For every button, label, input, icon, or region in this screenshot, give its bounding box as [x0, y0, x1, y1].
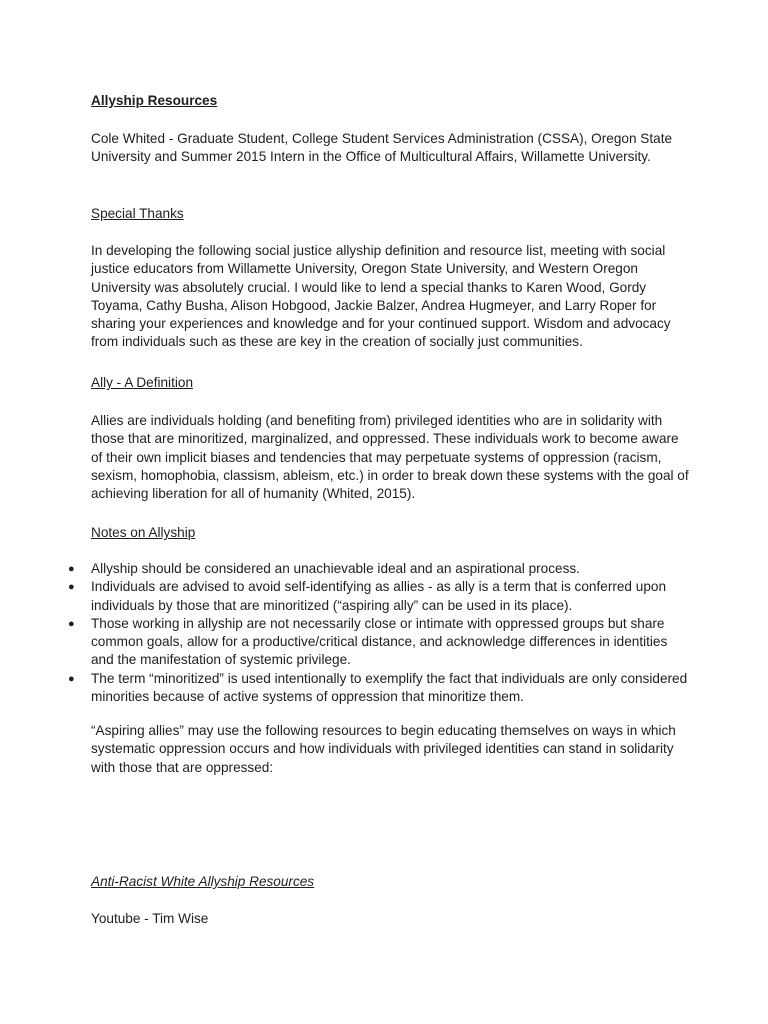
resource-item-tim-wise: Youtube - Tim Wise — [91, 911, 209, 926]
bullet-text: Those working in allyship are not necessarily close or intimate with oppressed groups but share common goals, allow for a productive/critical distance, and acknowledge differences in identities and the manifestation of systemic privilege. — [91, 615, 668, 668]
definition-heading: Ally - A Definition — [91, 375, 193, 390]
special-thanks-heading: Special Thanks — [91, 206, 184, 221]
anti-racist-resources-heading: Anti-Racist White Allyship Resources — [91, 874, 315, 889]
definition-body: Allies are individuals holding (and benefiting from) privileged identities who are in solidarity with those that are minoritized, marginalized, and oppressed. These individuals work to become aware of their own implicit biases and tendencies that may perpetuate systems of oppression (racism, sexism, homophobia, classism, ableism, etc.) in order to break down these systems with the goal of achieving liberation for all of humanity (Whited, 2015). — [91, 413, 689, 502]
bullet-text: The term “minoritized” is used intentionally to exemplify the fact that individuals are only considered minorities because of active systems of oppression that minoritize them. — [91, 670, 688, 705]
author-line: Cole Whited - Graduate Student, College Student Services Administration (CSSA), Oregon State University and Summer 2015 Intern in the Office of Multicultural Affairs, Willamette University. — [91, 131, 673, 165]
document-title: Allyship Resources — [91, 93, 218, 108]
bullet-icon: ● — [68, 581, 75, 594]
list-item — [0, 615, 691, 670]
bullet-icon: ● — [68, 563, 75, 575]
bullet-icon: ● — [68, 617, 75, 630]
bullet-icon: ● — [68, 672, 75, 685]
bullet-text: Allyship should be considered an unachievable ideal and an aspirational process. — [91, 561, 580, 576]
resources-intro: “Aspiring allies” may use the following resources to begin educating themselves on ways in which systematic oppression occurs and how individuals with privileged identities can stand in solidarity with those that are oppressed: — [91, 723, 676, 775]
list-item — [0, 560, 691, 578]
notes-heading: Notes on Allyship — [91, 525, 196, 540]
special-thanks-body: In developing the following social justice allyship definition and resource list, meeting with social justice educators from Willamette University, Oregon State University, and Western Oregon University was absolutely crucial. I would like to lend a special thanks to Karen Wood, Gordy Toyama, Cathy Busha, Alison Hobgood, Jackie Balzer, Andrea Hugmeyer, and Larry Roper for sharing your experiences and knowledge and for your continued support. Wisdom and advocacy from individuals such as these are key in the creation of socially just communities. — [91, 243, 671, 350]
list-item — [0, 578, 691, 615]
list-item — [0, 670, 691, 707]
bullet-text: Individuals are advised to avoid self-identifying as allies - as ally is a term that is conferred upon individuals by those that are minoritized (“aspiring ally” can be used in its place). — [91, 579, 667, 613]
notes-bullet-list — [0, 560, 768, 706]
